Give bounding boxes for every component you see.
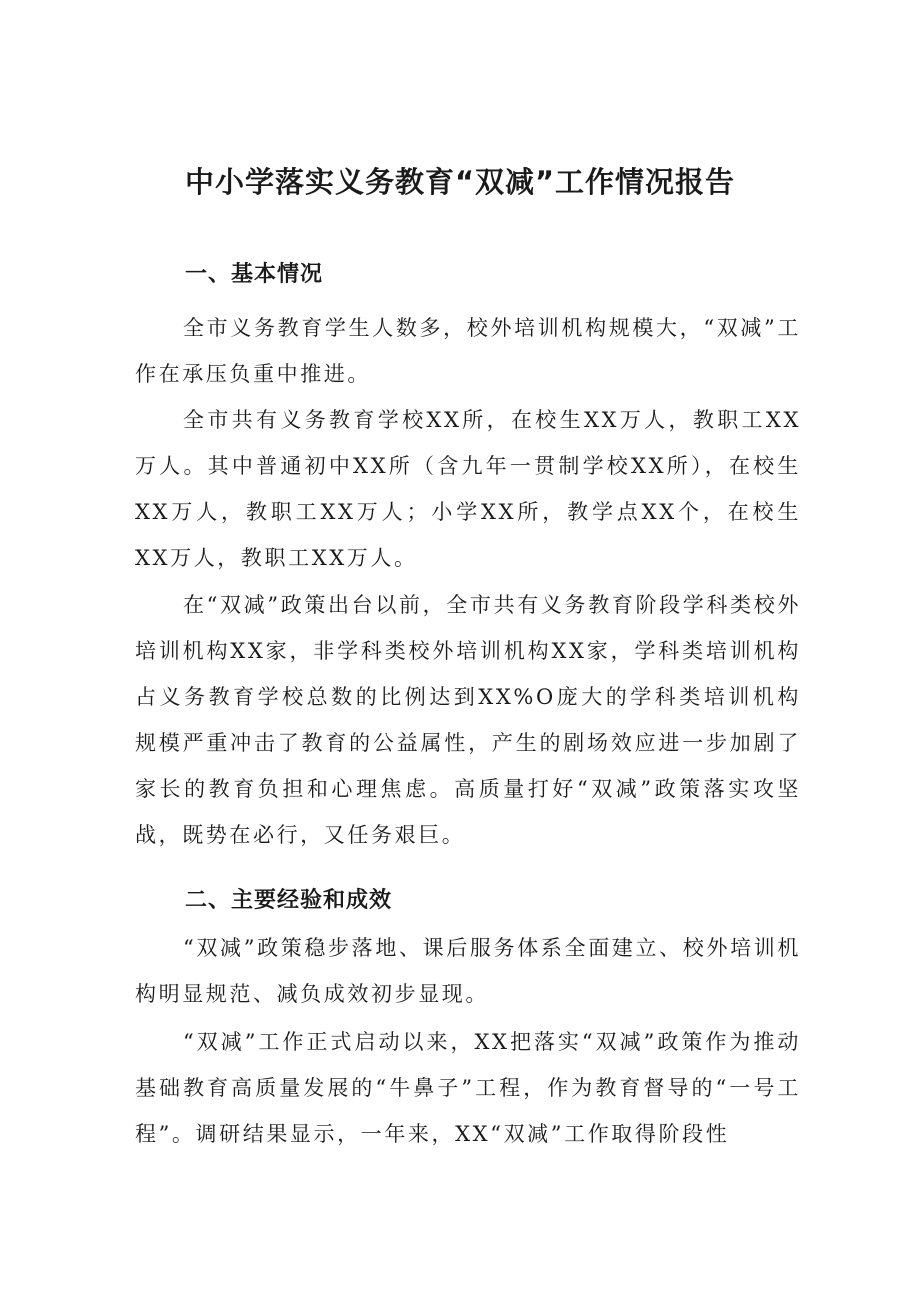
paragraph: “双减”工作正式启动以来，XX把落实“双减”政策作为推动基础教育高质量发展的“牛鼻子”工程，作为教育督导的“一号工程”。调研结果显示，一年来，XX“双减”工作取得阶段性 [135, 1030, 801, 1146]
paragraph: 全市义务教育学生人数多，校外培训机构规模大，“双减”工作在承压负重中推进。 [135, 316, 801, 386]
paragraph: 在“双减”政策出台以前，全市共有义务教育阶段学科类校外培训机构XX家，非学科类校外培训机构XX家，学科类培训机构占义务教育学校总数的比例达到XX%O庞大的学科类培训机构规模严重冲击了教育的公益属性，产生的剧场效应进一步加剧了家长的教育负担和心理焦虑。高质量打好“双减”政策落实攻坚战，既势在必行，又任务艰巨。 [135, 593, 801, 847]
section-heading-experience-results: 二、主要经验和成效 [185, 888, 393, 913]
document-title: 中小学落实义务教育“双减”工作情况报告 [184, 165, 736, 199]
paragraph: “双减”政策稳步落地、课后服务体系全面建立、校外培训机构明显规范、减负成效初步显现。 [135, 936, 801, 1006]
section-heading-basic-situation: 一、基本情况 [185, 262, 324, 287]
paragraph: 全市共有义务教育学校XX所，在校生XX万人，教职工XX万人。其中普通初中XX所（含九年一贯制学校XX所），在校生XX万人，教职工XX万人；小学XX所，教学点XX个，在校生XX万人，教职工XX万人。 [135, 408, 801, 570]
